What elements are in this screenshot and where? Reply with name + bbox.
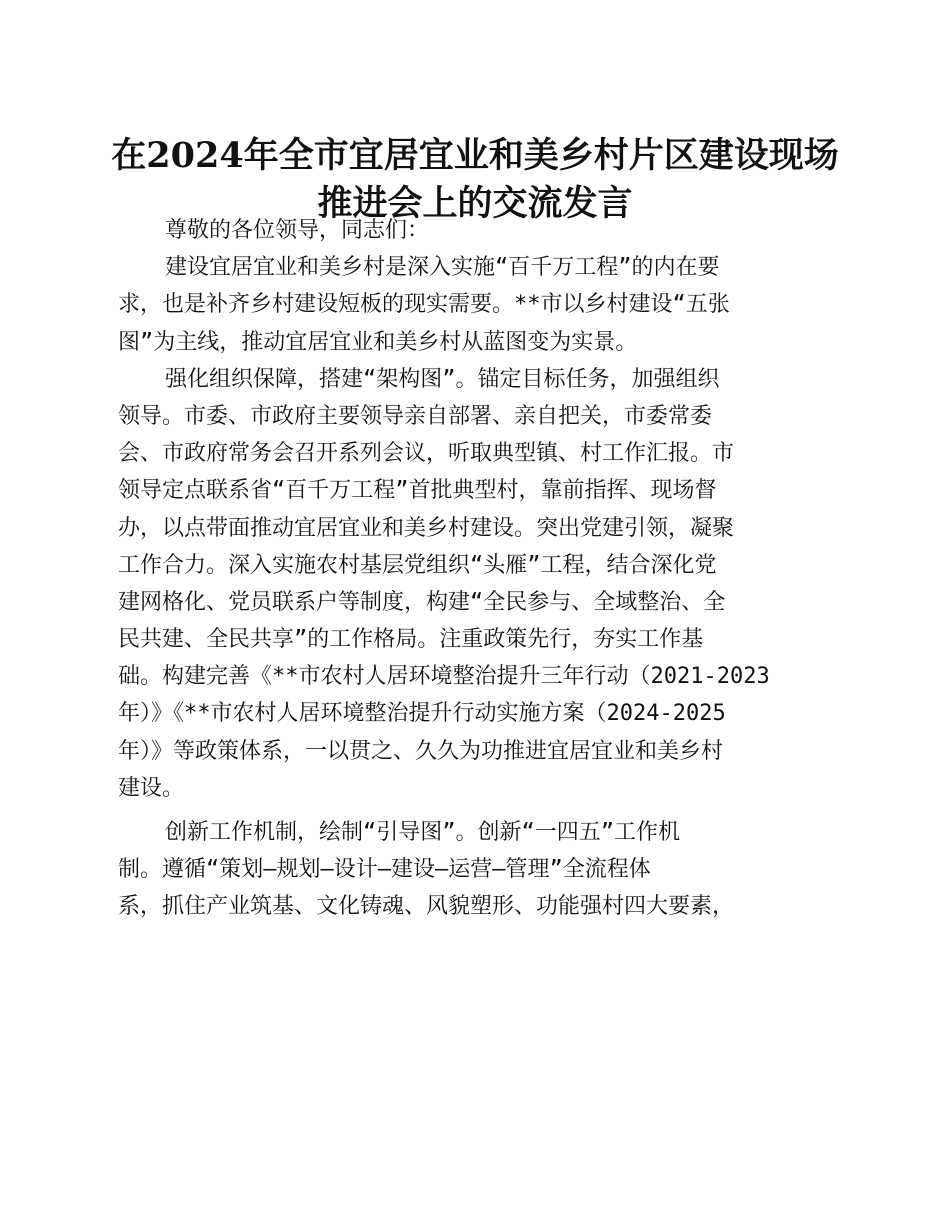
title-line-1: 在2024年全市宜居宜业和美乡村片区建设现场 (111, 135, 839, 176)
paragraph-line: 建网格化、党员联系户等制度，构建“全民参与、全域整治、全 (118, 589, 726, 615)
greeting: 尊敬的各位领导，同志们： (165, 218, 430, 243)
paragraph-line: 制。遵循“策划—规划—设计—建设—运营—管理”全流程体 (118, 857, 651, 883)
paragraph-line: 强化组织保障，搭建“架构图”。锚定目标任务，加强组织 (165, 366, 720, 392)
paragraph-line: 求，也是补齐乡村建设短板的现实需要。**市以乡村建设“五张 (118, 292, 730, 318)
paragraph-3 (118, 814, 838, 926)
paragraph-line: 创新工作机制，绘制“引导图”。创新“一四五”工作机 (165, 820, 680, 845)
paragraph-line: 领导。市委、市政府主要领导亲自部署、亲自把关，市委常委 (118, 403, 713, 429)
paragraph-line: 图”为主线，推动宜居宜业和美乡村从蓝图变为实景。 (118, 329, 638, 355)
paragraph-line: 年）》《**市农村人居环境整治提升行动实施方案（2024-2025 (118, 701, 726, 727)
document-body (118, 212, 838, 926)
paragraph-line: 会、市政府常务会召开系列会议，听取典型镇、村工作汇报。市 (118, 441, 735, 467)
paragraph-line: 领导定点联系省“百千万工程”首批典型村，靠前指挥、现场督 (118, 478, 717, 504)
paragraph-line: 础。构建完善《**市农村人居环境整治提升三年行动（2021-2023 (118, 664, 770, 690)
paragraph-line: 工作合力。深入实施农村基层党组织“头雁”工程，结合深化党 (118, 552, 717, 578)
paragraph-line: 民共建、全民共享”的工作格局。注重政策先行，夯实工作基 (118, 627, 704, 653)
paragraph-spacer (118, 807, 838, 814)
paragraph-2 (118, 361, 838, 807)
paragraph-line: 建设。 (118, 775, 185, 801)
paragraph-line: 年）》等政策体系，一以贯之、久久为功推进宜居宜业和美乡村 (118, 738, 724, 764)
paragraph-line: 系，抓住产业筑基、文化铸魂、风貌塑形、功能强村四大要素， (118, 894, 735, 920)
paragraph-1 (118, 249, 838, 361)
paragraph-line: 办，以点带面推动宜居宜业和美乡村建设。突出党建引领，凝聚 (118, 515, 735, 541)
title-line-2: 推进会上的交流发言 (317, 183, 633, 224)
paragraph-line: 建设宜居宜业和美乡村是深入实施“百千万工程”的内在要 (165, 255, 720, 281)
